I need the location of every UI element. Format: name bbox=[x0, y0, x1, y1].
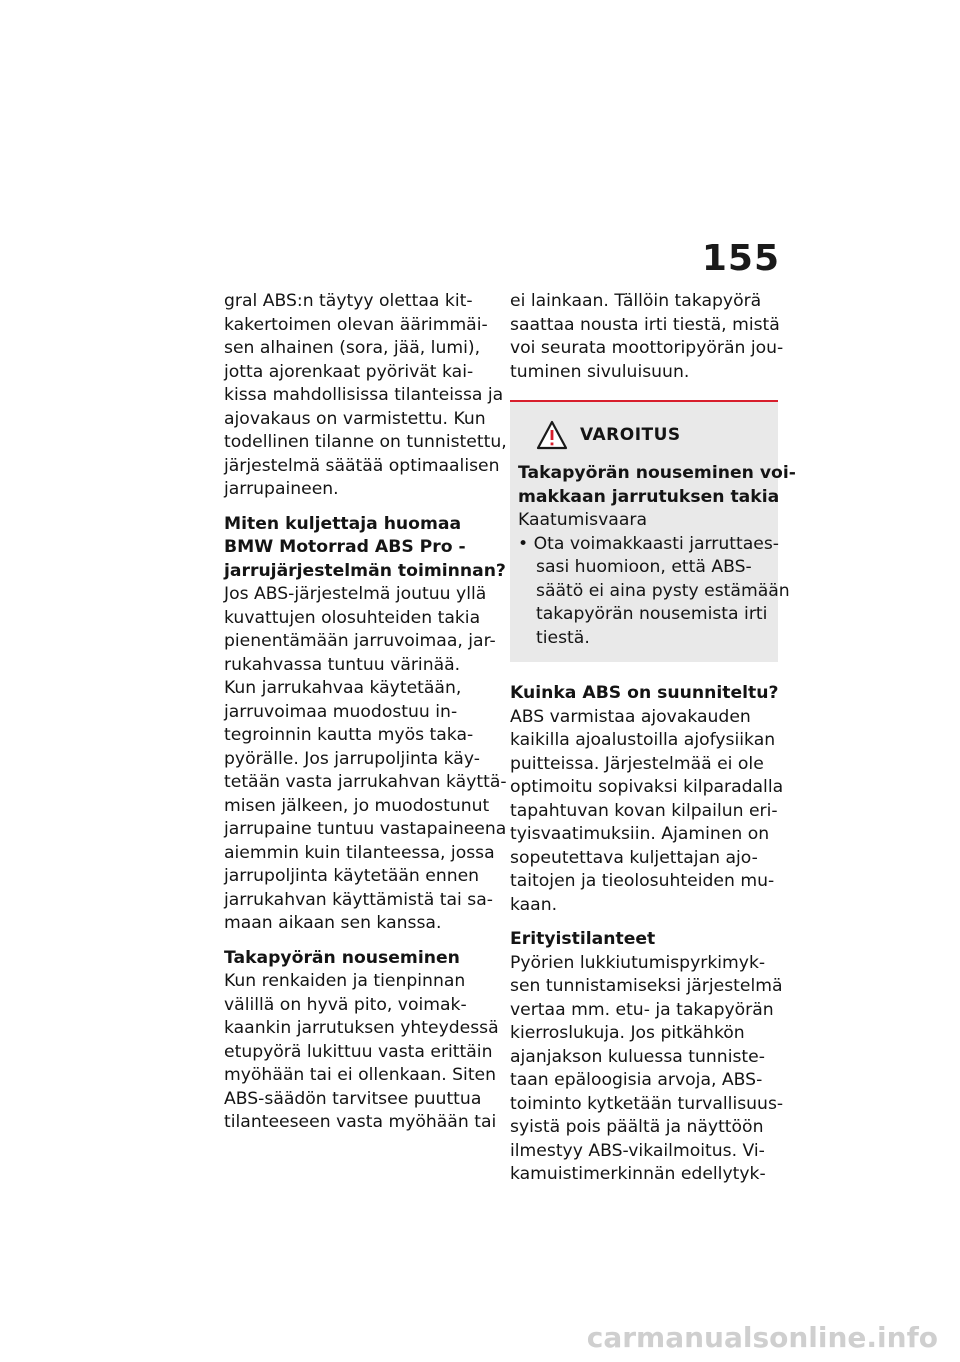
text-line: gral ABS:n täytyy olettaa kit- bbox=[224, 291, 473, 311]
text-line: ilmestyy ABS-vikailmoitus. Vi- bbox=[510, 1140, 765, 1161]
left-column bbox=[224, 290, 507, 1135]
text-line: todellinen tilanne on tunnistettu, bbox=[224, 432, 507, 452]
text-line: Kun jarrukahvaa käytetään, bbox=[224, 678, 462, 698]
warning-title: VAROITUS bbox=[580, 425, 681, 445]
section-special-situations bbox=[510, 928, 784, 1187]
text-line: tetään vasta jarrukahvan käyttä- bbox=[224, 772, 507, 792]
warning-bullet: tiestä. bbox=[536, 627, 590, 648]
text-line: puitteissa. Järjestelmää ei ole bbox=[510, 753, 764, 774]
section-heading: Erityistilanteet bbox=[510, 929, 656, 949]
right-column bbox=[510, 290, 796, 1187]
text-line: tuminen sivuluisuun. bbox=[510, 361, 690, 382]
warning-subtitle: Kaatumisvaara bbox=[518, 510, 647, 530]
text-line: Jos ABS-järjestelmä joutuu yllä bbox=[224, 584, 487, 604]
warning-heading: Takapyörän nouseminen voi- bbox=[518, 463, 796, 483]
text-line: kaankin jarrutuksen yhteydessä bbox=[224, 1018, 499, 1038]
text-line: kaan. bbox=[510, 894, 558, 915]
warning-triangle-icon bbox=[536, 420, 568, 450]
warning-heading: makkaan jarrutuksen takia bbox=[518, 486, 780, 507]
text-line: kissa mahdollisissa tilanteissa ja bbox=[224, 385, 504, 405]
text-line: kamuistimerkinnän edellytyk- bbox=[510, 1164, 766, 1184]
text-line: kakertoimen olevan äärimmäi- bbox=[224, 314, 488, 335]
text-line: etupyörä lukittuu vasta erittäin bbox=[224, 1041, 493, 1062]
text-line: misen jälkeen, jo muodostunut bbox=[224, 795, 490, 816]
text-line: sopeutettava kuljettajan ajo- bbox=[510, 847, 758, 868]
section-continuation bbox=[510, 290, 784, 384]
text-line: jarruvoimaa muodostuu in- bbox=[224, 701, 458, 722]
text-line: jotta ajorenkaat pyörivät kai- bbox=[224, 361, 474, 382]
text-line: pyörälle. Jos jarrupoljinta käy- bbox=[224, 748, 480, 769]
text-line: aiemmin kuin tilanteessa, jossa bbox=[224, 842, 495, 863]
text-line: tapahtuvan kovan kilpailun eri- bbox=[510, 800, 778, 821]
text-line: maan aikaan sen kanssa. bbox=[224, 913, 442, 933]
text-line: jarrupoljinta käytetään ennen bbox=[224, 866, 480, 886]
page-number: 155 bbox=[701, 238, 780, 279]
text-line: ei lainkaan. Tällöin takapyörä bbox=[510, 291, 762, 311]
text-line: rukahvassa tuntuu värinää. bbox=[224, 654, 461, 675]
text-line: järjestelmä säätää optimaalisen bbox=[224, 455, 500, 476]
watermark: carmanualsonline.info bbox=[586, 1321, 938, 1354]
text-line: Kun renkaiden ja tienpinnan bbox=[224, 971, 466, 991]
text-line: ajovakaus on varmistettu. Kun bbox=[224, 408, 486, 429]
section-rear-wheel-lift bbox=[224, 947, 499, 1135]
text-line: myöhään tai ei ollenkaan. Siten bbox=[224, 1065, 497, 1085]
text-line: välillä on hyvä pito, voimak- bbox=[224, 994, 467, 1015]
text-line: tegroinnin kautta myös taka- bbox=[224, 725, 474, 745]
section-heading: Miten kuljettaja huomaa bbox=[224, 513, 462, 534]
section-heading: BMW Motorrad ABS Pro - bbox=[224, 537, 466, 557]
text-line: voi seurata moottoripyörän jou- bbox=[510, 338, 784, 358]
text-line: kaikilla ajoalustoilla ajofysiikan bbox=[510, 730, 776, 750]
text-line: tyisvaatimuksiin. Ajaminen on bbox=[510, 824, 770, 844]
warning-box bbox=[510, 400, 796, 662]
text-line: ajanjakson kuluessa tunniste- bbox=[510, 1046, 765, 1067]
text-line: saattaa nousta irti tiestä, mistä bbox=[510, 314, 780, 335]
section-heading: Kuinka ABS on suunniteltu? bbox=[510, 683, 779, 703]
text-line: jarrukahvan käyttämistä tai sa- bbox=[224, 889, 493, 910]
text-line: kuvattujen olosuhteiden takia bbox=[224, 607, 481, 628]
text-line: Pyörien lukkiutumispyrkimyk- bbox=[510, 952, 766, 973]
warning-bullet: • Ota voimakkaasti jarruttaes- bbox=[518, 533, 779, 554]
warning-bullet: sasi huomioon, että ABS- bbox=[536, 557, 752, 577]
text-line: kierroslukuja. Jos pitkähkön bbox=[510, 1023, 745, 1043]
text-line: sen alhainen (sora, jää, lumi), bbox=[224, 338, 481, 358]
text-line: ABS varmistaa ajovakauden bbox=[510, 706, 751, 727]
text-line: taan epäloogisia arvoja, ABS- bbox=[510, 1070, 763, 1090]
text-line: tilanteeseen vasta myöhään tai bbox=[224, 1112, 497, 1132]
warning-header bbox=[536, 420, 770, 450]
text-line: taitojen ja tieolosuhteiden mu- bbox=[510, 871, 775, 891]
section-heading: jarrujärjestelmän toiminnan? bbox=[224, 560, 506, 581]
section-intro bbox=[224, 290, 507, 502]
text-line: pienentämään jarruvoimaa, jar- bbox=[224, 631, 496, 651]
warning-bullet: takapyörän nousemista irti bbox=[536, 604, 768, 624]
warning-bullet: säätö ei aina pysty estämään bbox=[536, 580, 790, 601]
text-line: ABS-säädön tarvitsee puuttua bbox=[224, 1088, 482, 1109]
text-line: optimoitu sopivaksi kilparadalla bbox=[510, 777, 784, 797]
text-line: jarrupaineen. bbox=[224, 479, 339, 499]
text-line: syistä pois päältä ja näyttöön bbox=[510, 1117, 764, 1137]
text-line: toiminto kytketään turvallisuus- bbox=[510, 1093, 784, 1114]
section-heading: Takapyörän nouseminen bbox=[224, 947, 460, 968]
text-line: jarrupaine tuntuu vastapaineena bbox=[224, 819, 507, 839]
text-line: vertaa mm. etu- ja takapyörän bbox=[510, 999, 774, 1020]
text-line: sen tunnistamiseksi järjestelmä bbox=[510, 976, 783, 996]
section-abs-design bbox=[510, 682, 784, 917]
section-driver-notice bbox=[224, 513, 507, 936]
